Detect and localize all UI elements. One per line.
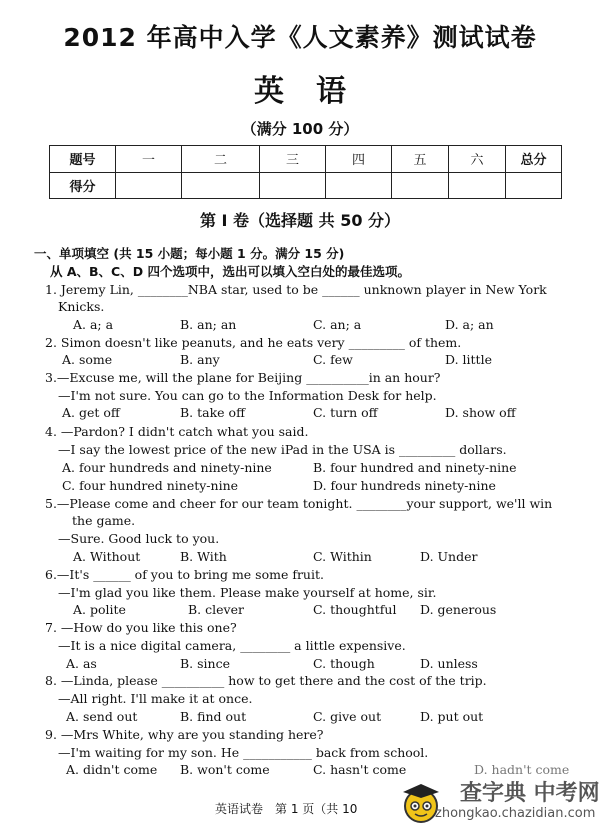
option-d[interactable]: D. little — [445, 352, 492, 367]
option-c[interactable]: C. an; a — [313, 317, 362, 332]
option-a[interactable]: A. a; a — [73, 317, 114, 332]
option-b[interactable]: B. any — [180, 352, 220, 367]
option-a[interactable]: A. as — [66, 656, 97, 671]
question-line: Knicks. — [58, 299, 105, 314]
score-table-header-row — [50, 146, 562, 173]
option-a[interactable]: A. Without — [73, 549, 141, 564]
score-blank[interactable] — [392, 172, 449, 199]
option-b[interactable]: B. take off — [180, 405, 245, 420]
option-d[interactable]: D. Under — [420, 549, 478, 564]
option-b[interactable]: B. clever — [188, 602, 244, 617]
section-title: 一、单项填空 (共 15 小题；每小题 1 分。满分 15 分) — [34, 246, 345, 261]
score-cell: 得分 — [50, 172, 116, 199]
score-cell: 三 — [260, 146, 326, 173]
option-c[interactable]: C. though — [313, 656, 375, 671]
option-c[interactable]: C. four hundred ninety-nine — [62, 478, 239, 493]
question-line: —It is a nice digital camera, ________ a little expensive. — [58, 638, 406, 653]
option-b[interactable]: B. won't come — [180, 762, 270, 777]
score-table-score-row — [50, 172, 562, 199]
score-blank[interactable] — [506, 172, 562, 199]
page-footer: 英语试卷 第 1 页（共 10 — [215, 802, 358, 816]
question-line: 3.—Excuse me, will the plane for Beijing __________in an hour? — [45, 370, 441, 385]
score-cell: 五 — [392, 146, 449, 173]
option-d[interactable]: D. four hundreds ninety-nine — [313, 478, 496, 493]
score-cell: 一 — [116, 146, 182, 173]
option-a[interactable]: A. four hundreds and ninety-nine — [62, 460, 272, 475]
option-c[interactable]: C. thoughtful — [313, 602, 397, 617]
option-a[interactable]: A. get off — [62, 405, 120, 420]
question-line: 1. Jeremy Lin, ________NBA star, used to be ______ unknown player in New York — [45, 282, 547, 297]
score-blank[interactable] — [182, 172, 260, 199]
score-table — [49, 145, 562, 199]
option-d[interactable]: D. hadn't come — [474, 762, 570, 777]
option-d[interactable]: D. show off — [445, 405, 516, 420]
score-blank[interactable] — [260, 172, 326, 199]
question-line: 5.—Please come and cheer for our team tonight. ________your support, we'll win — [45, 496, 553, 511]
question-line: 7. —How do you like this one? — [45, 620, 237, 635]
option-b[interactable]: B. an; an — [180, 317, 237, 332]
question-line: —I'm not sure. You can go to the Information Desk for help. — [58, 388, 437, 403]
question-line: the game. — [72, 513, 136, 528]
question-line: 2. Simon doesn't like peanuts, and he eats very _________ of them. — [45, 335, 462, 350]
option-c[interactable]: C. few — [313, 352, 353, 367]
question-line: —I say the lowest price of the new iPad in the USA is _________ dollars. — [58, 442, 507, 457]
question-line: 8. —Linda, please __________ how to get there and the cost of the trip. — [45, 673, 487, 688]
subject-title: 英语 — [254, 74, 378, 109]
option-a[interactable]: A. send out — [66, 709, 138, 724]
question-line: —I'm waiting for my son. He ___________ back from school. — [58, 745, 429, 760]
option-d[interactable]: D. unless — [420, 656, 478, 671]
question-line: —I'm glad you like them. Please make yourself at home, sir. — [58, 585, 437, 600]
option-a[interactable]: A. some — [62, 352, 113, 367]
option-c[interactable]: C. turn off — [313, 405, 378, 420]
score-cell: 总分 — [506, 146, 562, 173]
option-b[interactable]: B. find out — [180, 709, 247, 724]
score-cell: 二 — [182, 146, 260, 173]
question-line: —Sure. Good luck to you. — [58, 531, 220, 546]
score-blank[interactable] — [326, 172, 392, 199]
score-cell: 题号 — [50, 146, 116, 173]
score-blank[interactable] — [116, 172, 182, 199]
option-b[interactable]: B. four hundred and ninety-nine — [313, 460, 517, 475]
part-title: 第 Ⅰ 卷（选择题 共 50 分） — [199, 211, 401, 230]
option-d[interactable]: D. a; an — [445, 317, 494, 332]
question-line: 4. —Pardon? I didn't catch what you said. — [45, 424, 309, 439]
option-b[interactable]: B. With — [180, 549, 227, 564]
option-c[interactable]: C. give out — [313, 709, 382, 724]
question-line: 9. —Mrs White, why are you standing here? — [45, 727, 324, 742]
question-line: —All right. I'll make it at once. — [58, 691, 253, 706]
option-c[interactable]: C. hasn't come — [313, 762, 407, 777]
option-b[interactable]: B. since — [180, 656, 230, 671]
watermark-logo: 查字典 中考网 — [460, 781, 600, 806]
section-instruction: 从 A、B、C、D 四个选项中，选出可以填入空白处的最佳选项。 — [50, 264, 410, 279]
watermark-url: zhongkao.chazidian.com — [435, 806, 596, 821]
option-d[interactable]: D. generous — [420, 602, 497, 617]
score-cell: 六 — [449, 146, 506, 173]
score-cell: 四 — [326, 146, 392, 173]
site-watermark — [395, 772, 600, 830]
option-a[interactable]: A. polite — [73, 602, 126, 617]
full-score: （满分 100 分） — [241, 120, 359, 138]
question-line: 6.—It's ______ of you to bring me some fruit. — [45, 567, 324, 582]
option-d[interactable]: D. put out — [420, 709, 484, 724]
option-a[interactable]: A. didn't come — [66, 762, 158, 777]
exam-title: 2012 年高中入学《人文素养》测试试卷 — [63, 23, 537, 52]
score-blank[interactable] — [449, 172, 506, 199]
option-c[interactable]: C. Within — [313, 549, 372, 564]
